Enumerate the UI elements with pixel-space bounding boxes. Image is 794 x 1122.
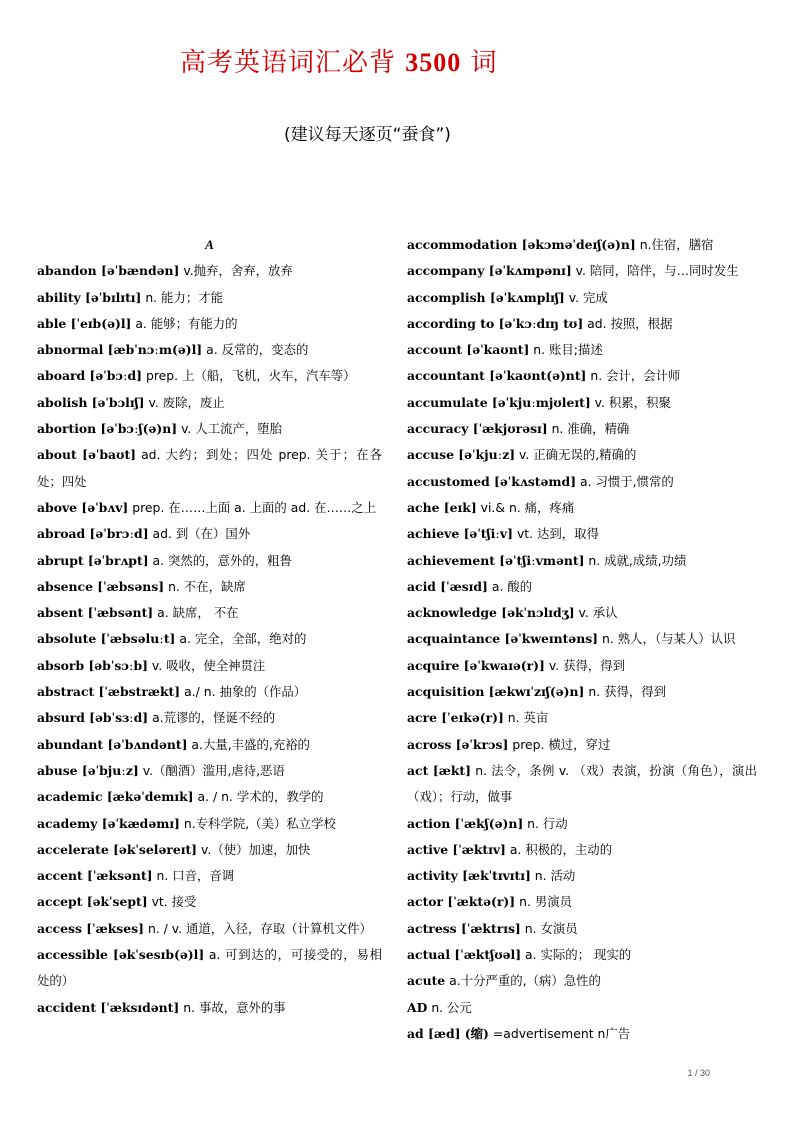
vocab-entry [37, 863, 382, 889]
vocab-entry [37, 626, 382, 652]
definition: n. / v. 通道，入径，存取（计算机文件） [147, 920, 372, 936]
vocab-entry [37, 495, 382, 521]
headword: abstract [ˈæbstrækt] [37, 684, 181, 700]
vocab-entry [407, 916, 757, 942]
definition: v. 完成 [568, 289, 608, 305]
definition: n. 活动 [534, 868, 576, 884]
vocab-entry [37, 311, 382, 337]
definition: n. 会计，会计师 [590, 368, 681, 384]
headword: accountant [əˈkaʊnt(ə)nt] [407, 368, 587, 384]
headword: accident [ˈæksɪdənt] [37, 999, 180, 1015]
definition: v. 积累，积聚 [594, 394, 671, 410]
vocab-entry [407, 548, 757, 574]
page-title [180, 42, 498, 79]
headword: accelerate [əkˈseləreɪt] [37, 841, 198, 857]
vocab-entry [37, 390, 382, 416]
headword: acre [ˈeɪkə(r)] [407, 710, 504, 726]
headword: acquaintance [əˈkweɪntəns] [407, 631, 599, 647]
vocab-entry [407, 889, 757, 915]
definition: v. 吸收，使全神贯注 [151, 657, 266, 673]
vocab-entry [37, 442, 382, 495]
definition: n. 口音，音调 [156, 868, 235, 884]
definition: =advertisement n广告 [492, 1025, 631, 1041]
definition: n. 成就,成绩,功绩 [588, 552, 687, 568]
headword: academic [ækəˈdemɪk] [37, 789, 194, 805]
headword: AD [407, 999, 428, 1015]
definition: v. 获得，得到 [548, 657, 626, 673]
vocab-entry [407, 968, 757, 994]
vocab-entry [407, 626, 757, 652]
definition: v. 陪同，陪伴，与…同时发生 [575, 263, 739, 279]
vocab-entry [37, 548, 382, 574]
headword: accept [əkˈsept] [37, 894, 148, 910]
headword: achievement [əˈtʃiːvmənt] [407, 552, 585, 568]
subtitle: (建议每天逐页“蚕食”) [284, 125, 451, 145]
definition: n. 熟人，（与某人）认识 [602, 631, 736, 647]
headword: actress [ˈæktrɪs] [407, 920, 521, 936]
vocab-entry [407, 285, 757, 311]
definition: a. 突然的，意外的，粗鲁 [152, 552, 292, 568]
definition: n. 能力；才能 [145, 289, 224, 305]
definition: v.（使）加速，加快 [201, 841, 311, 857]
headword: act [ækt] [407, 762, 472, 778]
definition: a. 积极的，主动的 [509, 841, 613, 857]
definition: ad. 按照，根据 [587, 315, 673, 331]
vocab-entry [407, 258, 757, 284]
headword: abuse [əˈbjuːz] [37, 762, 139, 778]
headword: actor [ˈæktə(r)] [407, 894, 516, 910]
headword: acquisition [ækwɪˈzɪʃ(ə)n] [407, 684, 585, 700]
definition: ad. 大约；到处；四处 prep. 关于；在各处；四处 [37, 447, 382, 489]
headword: action [ˈækʃ(ə)n] [407, 815, 524, 831]
definition: v. 废除，废止 [148, 394, 225, 410]
vocab-entry [407, 837, 757, 863]
definition: a. 缺席， 不在 [157, 605, 239, 621]
vocab-entry [37, 337, 382, 363]
definition: ad. 到（在）国外 [152, 526, 251, 542]
definition: a. 酸的 [491, 578, 533, 594]
title-tail: 词 [470, 48, 498, 78]
vocab-entry [407, 363, 757, 389]
vocab-entry [37, 363, 382, 389]
vocab-entry [407, 442, 757, 468]
definition: v. 正确无误的,精确的 [519, 447, 637, 463]
headword: abundant [əˈbʌndənt] [37, 736, 188, 752]
headword: aboard [əˈbɔːd] [37, 368, 143, 384]
headword: accompany [əˈkʌmpənɪ] [407, 263, 572, 279]
headword: ability [əˈbɪlɪtɪ] [37, 289, 142, 305]
vocab-entry [407, 600, 757, 626]
vocab-entry [37, 679, 382, 705]
headword: academy [əˈkædəmɪ] [37, 815, 180, 831]
definition: n. 账目;描述 [533, 342, 603, 358]
vocab-entry [37, 416, 382, 442]
headword: absent [ˈæbsənt] [37, 605, 154, 621]
left-column [37, 232, 382, 1021]
headword: accommodation [əkɔməˈdeɪʃ(ə)n] [407, 237, 636, 252]
vocab-entry [407, 995, 757, 1021]
left-entry-list [37, 258, 382, 1021]
headword: absurd [əbˈsɜːd] [37, 710, 149, 726]
vocab-entry [37, 995, 382, 1021]
vocab-entry [407, 232, 757, 258]
vocab-entry [407, 390, 757, 416]
vocab-entry [37, 521, 382, 547]
headword: accumulate [əˈkjuːmjʊleɪt] [407, 394, 591, 410]
headword: active [ˈæktɪv] [407, 841, 506, 857]
page-number: 1 / 30 [687, 1068, 710, 1078]
definition: n.住宿，膳宿 [639, 237, 714, 252]
headword: access [ˈækses] [37, 920, 144, 936]
headword: across [əˈkrɔs] [407, 736, 509, 752]
headword: accomplish [əˈkʌmplɪʃ] [407, 289, 565, 305]
definition: n. 英亩 [507, 710, 549, 726]
headword: absorb [əbˈsɔːb] [37, 657, 148, 673]
definition: a. 习惯于,惯常的 [580, 473, 674, 489]
vocab-entry [407, 495, 757, 521]
definition: n. 不在，缺席 [168, 578, 246, 594]
vocab-entry [407, 758, 757, 811]
vocab-entry [407, 469, 757, 495]
headword: according to [əˈkɔːdɪŋ tʊ] [407, 315, 584, 331]
definition: n.专科学院,（美）私立学校 [183, 815, 336, 831]
definition: a.十分严重的,（病）急性的 [449, 973, 601, 989]
vocab-entry [407, 732, 757, 758]
vocab-entry [407, 811, 757, 837]
title-number: 3500 [405, 48, 462, 77]
vocab-entry [407, 337, 757, 363]
vocab-entry [37, 889, 382, 915]
headword: about [əˈbaʊt] [37, 447, 137, 463]
vocab-entry [37, 811, 382, 837]
definition: a.荒谬的，怪诞不经的 [152, 710, 276, 726]
vocab-entry [37, 837, 382, 863]
headword: absence [ˈæbsəns] [37, 578, 165, 594]
vocab-entry [407, 942, 757, 968]
definition: prep. 横过，穿过 [512, 736, 611, 752]
vocab-entry [407, 574, 757, 600]
vocab-entry [407, 311, 757, 337]
headword: acute [407, 973, 446, 989]
vocab-entry [37, 285, 382, 311]
headword: abnormal [æbˈnɔːm(ə)l] [37, 342, 203, 358]
headword: accustomed [əˈkʌstəmd] [407, 473, 577, 489]
definition: a. / n. 学术的，教学的 [197, 789, 324, 805]
headword: acquire [əˈkwaɪə(r)] [407, 657, 545, 673]
headword: accuracy [ˈækjʊrəsɪ] [407, 421, 548, 437]
definition: n. 公元 [431, 999, 472, 1015]
definition: n. 获得，得到 [588, 684, 667, 700]
definition: a. 可到达的，可接受的，易相处的） [37, 947, 382, 989]
headword: ache [eɪk] [407, 499, 477, 515]
definition: n. 行动 [527, 815, 568, 831]
definition: vi.& n. 痛，疼痛 [480, 499, 575, 515]
headword: abolish [əˈbɔlɪʃ] [37, 394, 145, 410]
headword: accessible [əkˈsesɪb(ə)l] [37, 947, 205, 963]
vocab-entry [37, 758, 382, 784]
headword: above [əˈbʌv] [37, 499, 129, 515]
definition: n. 男演员 [519, 894, 573, 910]
definition: prep. 上（船，飞机，火车，汽车等） [146, 368, 356, 384]
definition: n. 法令，条例 v. （戏）表演，扮演（角色），演出（戏）；行动，做事 [407, 762, 757, 805]
headword: absolute [ˈæbsəluːt] [37, 631, 176, 647]
definition: prep. 在……上面 a. 上面的 ad. 在……之上 [132, 499, 377, 515]
vocab-entry [407, 521, 757, 547]
definition: n. 事故，意外的事 [183, 999, 286, 1015]
definition: a./ n. 抽象的（作品） [184, 684, 307, 700]
vocab-entry [407, 863, 757, 889]
headword: able [ˈeɪb(ə)l] [37, 315, 132, 331]
definition: a. 实际的； 现实的 [525, 947, 632, 963]
headword: accuse [əˈkjuːz] [407, 447, 516, 463]
vocab-entry [37, 258, 382, 284]
definition: v. 人工流产，堕胎 [181, 421, 283, 437]
headword: acid [ˈæsɪd] [407, 578, 488, 594]
headword: activity [ækˈtɪvɪtɪ] [407, 868, 531, 884]
vocab-entry [407, 705, 757, 731]
headword: abroad [əˈbrɔːd] [37, 526, 149, 542]
vocab-entry [37, 574, 382, 600]
headword: abortion [əˈbɔːʃ(ə)n] [37, 421, 178, 437]
definition: v.抛弃，舍弃，放弃 [183, 263, 293, 279]
vocab-entry [407, 653, 757, 679]
vocab-entry [37, 705, 382, 731]
headword: ad [æd] (缩) [407, 1025, 489, 1041]
headword: accent [ˈæksənt] [37, 868, 153, 884]
vocab-entry [37, 732, 382, 758]
vocab-entry [37, 942, 382, 995]
definition: a. 完全，全部，绝对的 [179, 631, 307, 647]
definition: a. 反常的，变态的 [206, 342, 309, 358]
vocab-entry [407, 679, 757, 705]
headword: achieve [əˈtʃiːv] [407, 526, 513, 542]
title-text: 高考英语词汇必背 [180, 48, 397, 78]
right-column [407, 232, 757, 1047]
definition: vt. 接受 [151, 894, 197, 910]
definition: n. 准确，精确 [551, 421, 630, 437]
definition: n. 女演员 [524, 920, 578, 936]
vocab-entry [407, 416, 757, 442]
section-letter: A [205, 237, 214, 252]
headword: acknowledge [əkˈnɔlɪdʒ] [407, 605, 575, 621]
headword: account [əˈkaʊnt] [407, 342, 530, 358]
headword: abrupt [əˈbrʌpt] [37, 552, 149, 568]
headword: abandon [əˈbændən] [37, 263, 180, 279]
vocab-entry [37, 784, 382, 810]
definition: v. 承认 [578, 605, 618, 621]
definition: a.大量,丰盛的,充裕的 [191, 736, 310, 752]
definition: v.（酗酒）滥用,虐待,恶语 [142, 762, 285, 778]
definition: a. 能够；有能力的 [135, 315, 238, 331]
right-entry-list [407, 232, 757, 1047]
headword: actual [ˈæktʃʊəl] [407, 947, 522, 963]
vocab-entry [37, 916, 382, 942]
vocab-entry [37, 653, 382, 679]
definition: vt. 达到，取得 [516, 526, 599, 542]
vocab-entry [37, 600, 382, 626]
vocab-entry [407, 1021, 757, 1047]
